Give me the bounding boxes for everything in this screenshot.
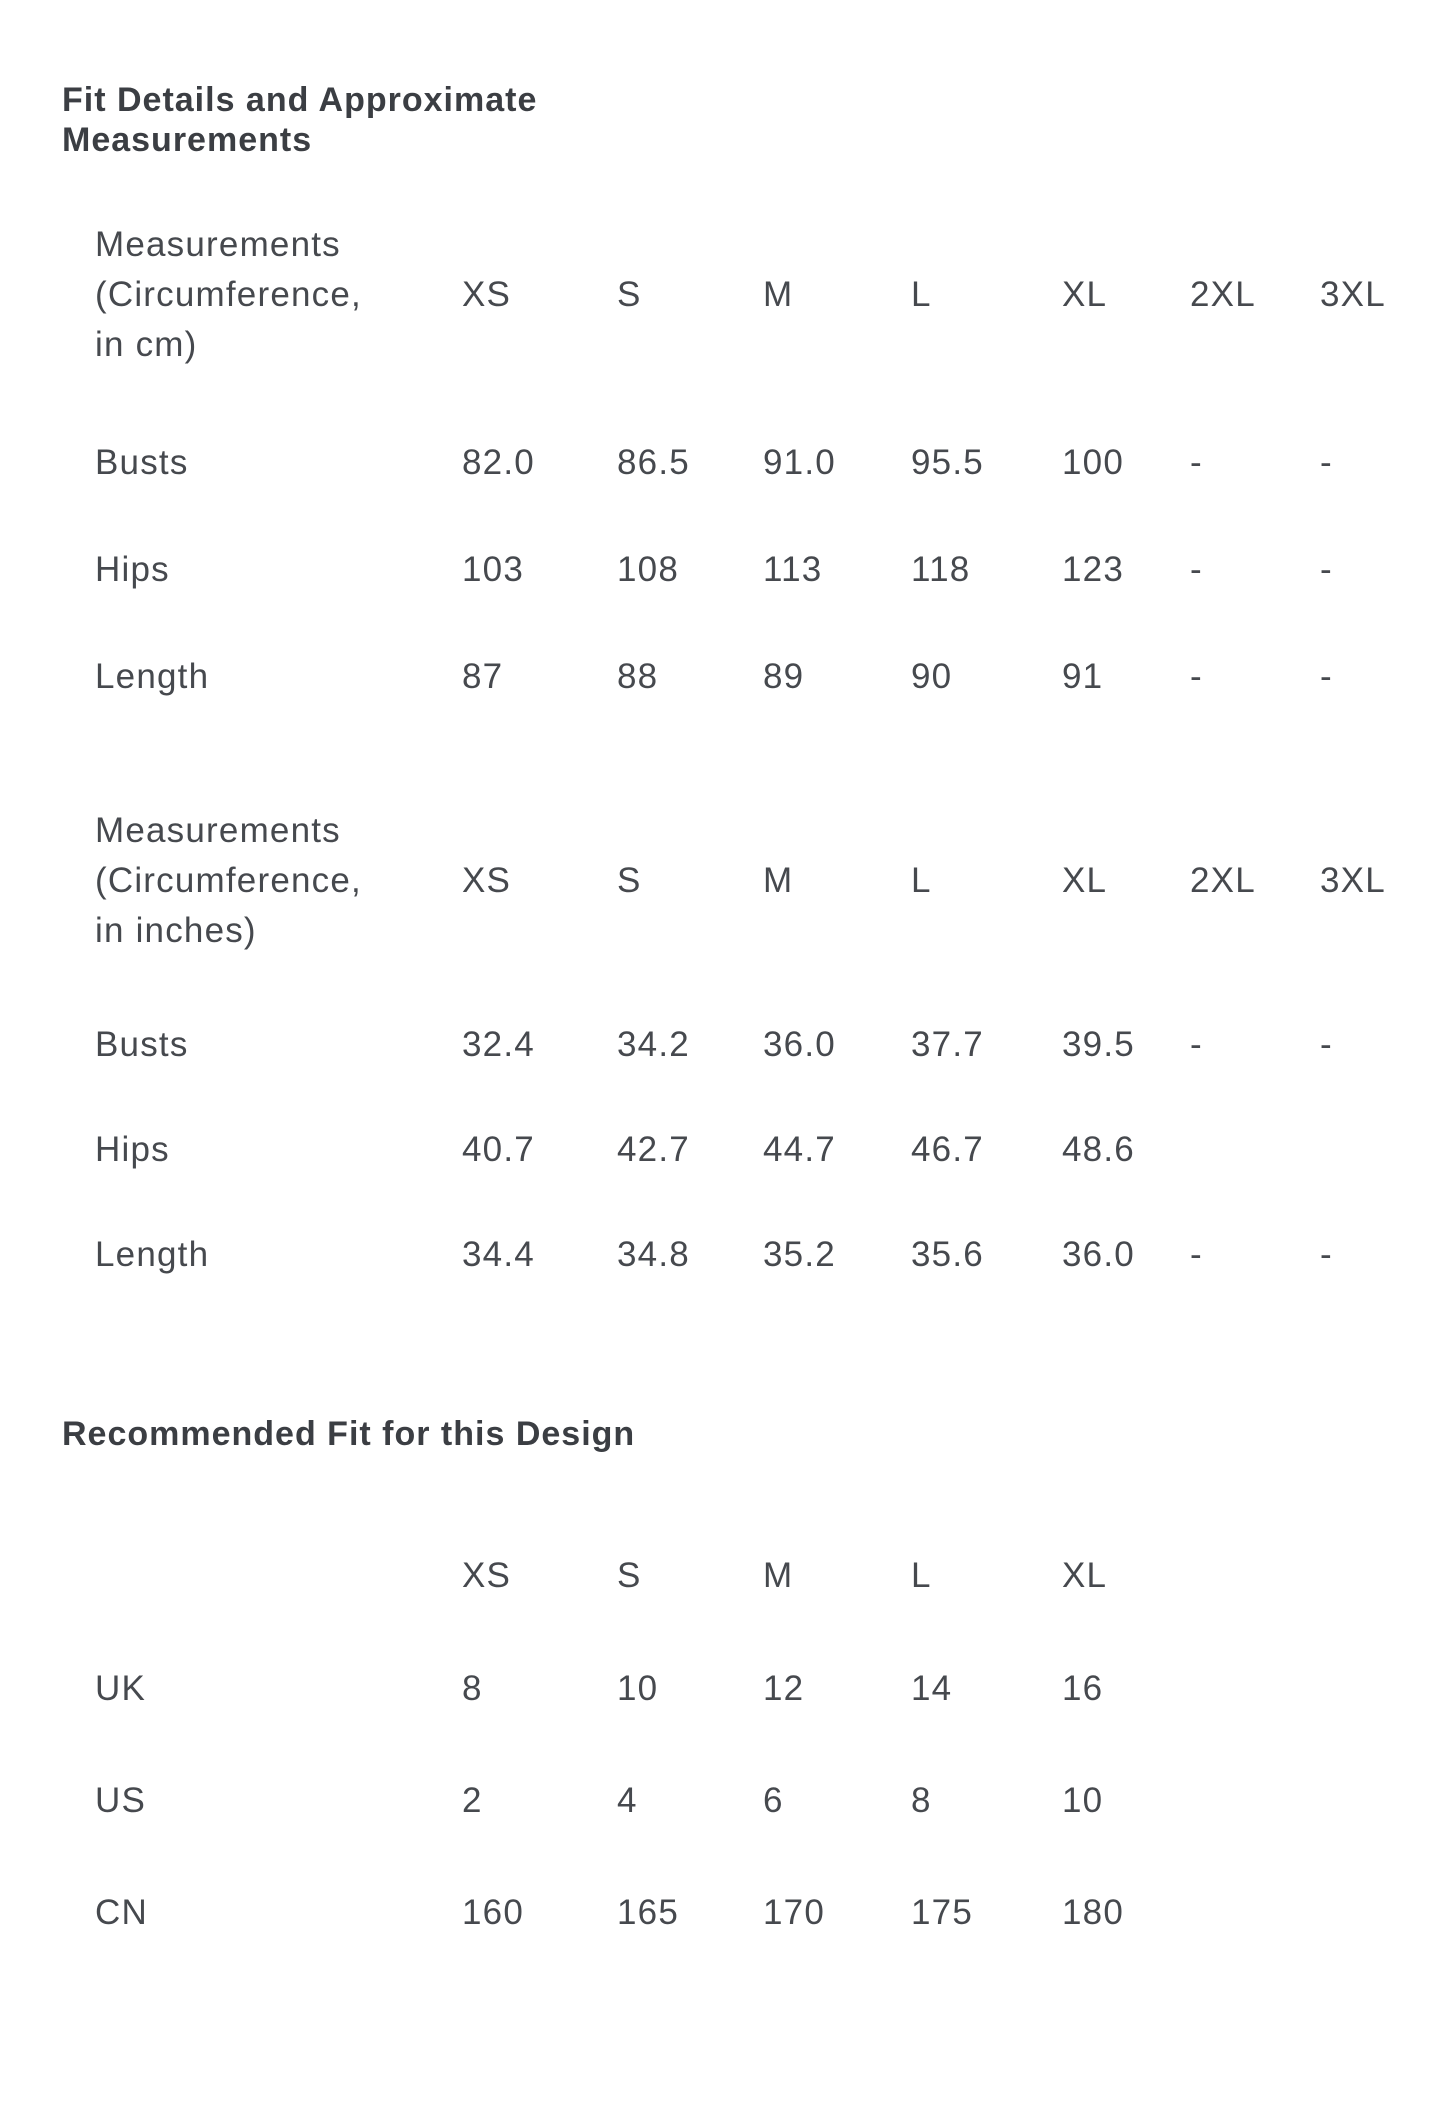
size-column-header-m: M <box>763 275 794 314</box>
table-cell: 90 <box>911 657 953 696</box>
table-cell: - <box>1320 550 1333 589</box>
row-label: Length <box>95 657 210 696</box>
size-column-header-s: S <box>617 861 642 900</box>
table-row-uk <box>95 1669 1440 1709</box>
size-column-header-l: L <box>911 861 932 900</box>
table-cell: 12 <box>763 1669 805 1708</box>
table-cell: 35.6 <box>911 1235 984 1274</box>
size-column-header-xs: XS <box>462 1556 512 1595</box>
table-cell: 180 <box>1062 1893 1124 1932</box>
row-label: Length <box>95 1235 210 1274</box>
row-label: UK <box>95 1669 147 1708</box>
size-guide-page <box>0 80 1440 2128</box>
table-cell: 16 <box>1062 1669 1104 1708</box>
table-cell: 14 <box>911 1669 953 1708</box>
table-cell: 10 <box>617 1669 659 1708</box>
table-cell: 160 <box>462 1893 524 1932</box>
table-cell: - <box>1190 657 1203 696</box>
table-cell: 34.8 <box>617 1235 690 1274</box>
size-column-header-l: L <box>911 275 932 314</box>
table-row-hips-inches <box>95 1130 1440 1170</box>
table-cell: - <box>1320 1235 1333 1274</box>
row-label: US <box>95 1781 147 1820</box>
table-cell: - <box>1190 1235 1203 1274</box>
table-cell: 86.5 <box>617 443 690 482</box>
table-cell: - <box>1320 1025 1333 1064</box>
measurements-inches-table <box>0 806 1440 1275</box>
table-cell: 48.6 <box>1062 1130 1135 1169</box>
table-cell: 10 <box>1062 1781 1104 1820</box>
row-label: Busts <box>95 1025 189 1064</box>
table-cell: 2 <box>462 1781 483 1820</box>
table-cell: - <box>1320 443 1333 482</box>
table-cell: 34.2 <box>617 1025 690 1064</box>
row-label: Hips <box>95 550 170 589</box>
table-cell: 36.0 <box>763 1025 836 1064</box>
table-cell: - <box>1190 550 1203 589</box>
size-column-header-s: S <box>617 1556 642 1595</box>
size-column-header-l: L <box>911 1556 932 1595</box>
table-cell: 8 <box>462 1669 483 1708</box>
table-cell: 170 <box>763 1893 825 1932</box>
table-row-cn <box>95 1893 1440 1933</box>
size-column-header-2xl: 2XL <box>1190 861 1256 900</box>
table-cell: 82.0 <box>462 443 535 482</box>
size-column-header-xs: XS <box>462 275 512 314</box>
recommended-fit-table <box>0 1556 1440 1933</box>
table-cell: 6 <box>763 1781 784 1820</box>
table-cell: 46.7 <box>911 1130 984 1169</box>
table-cell: 35.2 <box>763 1235 836 1274</box>
table-cell: 34.4 <box>462 1235 535 1274</box>
table-row-busts-inches <box>95 1025 1440 1065</box>
table-row-us <box>95 1781 1440 1821</box>
table-cell: 100 <box>1062 443 1124 482</box>
table-cell: 37.7 <box>911 1025 984 1064</box>
cm-table-header-row <box>95 220 1440 370</box>
size-column-header-s: S <box>617 275 642 314</box>
size-column-header-3xl: 3XL <box>1320 861 1386 900</box>
recommended-fit-heading: Recommended Fit for this Design <box>62 1415 636 1453</box>
table-cell: 91.0 <box>763 443 836 482</box>
table-cell: 118 <box>911 550 971 589</box>
size-column-header-xl: XL <box>1062 275 1108 314</box>
inches-table-header-row <box>95 806 1440 956</box>
size-column-header-xl: XL <box>1062 1556 1108 1595</box>
page-title: Fit Details and Approximate Measurements <box>62 81 538 159</box>
table-cell: 87 <box>462 657 504 696</box>
size-column-header-xs: XS <box>462 861 512 900</box>
table-row-busts-cm <box>95 443 1440 483</box>
table-cell: 175 <box>911 1893 973 1932</box>
table-cell: 39.5 <box>1062 1025 1135 1064</box>
size-column-header-m: M <box>763 1556 794 1595</box>
size-column-header-xl: XL <box>1062 861 1108 900</box>
recommended-fit-header-row <box>95 1556 1440 1596</box>
table-cell: 32.4 <box>462 1025 535 1064</box>
table-cell: - <box>1190 443 1203 482</box>
table-cell: 113 <box>763 550 823 589</box>
table-cell: 88 <box>617 657 659 696</box>
table-cell: 91 <box>1062 657 1104 696</box>
table-cell: 42.7 <box>617 1130 690 1169</box>
row-label: CN <box>95 1893 148 1932</box>
size-column-header-3xl: 3XL <box>1320 275 1386 314</box>
measurements-cm-table <box>0 220 1440 697</box>
table-cell: 95.5 <box>911 443 984 482</box>
table-cell: - <box>1190 1025 1203 1064</box>
table-cell: 108 <box>617 550 679 589</box>
row-label: Hips <box>95 1130 170 1169</box>
cm-table-corner-label: Measurements (Circumference, in cm) <box>95 225 362 364</box>
table-cell: 123 <box>1062 550 1124 589</box>
size-column-header-2xl: 2XL <box>1190 275 1256 314</box>
table-cell: 36.0 <box>1062 1235 1135 1274</box>
table-cell: 165 <box>617 1893 679 1932</box>
table-row-length-cm <box>95 657 1440 697</box>
table-cell: 89 <box>763 657 805 696</box>
row-label: Busts <box>95 443 189 482</box>
table-cell: 103 <box>462 550 524 589</box>
table-cell: - <box>1320 657 1333 696</box>
table-cell: 44.7 <box>763 1130 836 1169</box>
table-row-length-inches <box>95 1235 1440 1275</box>
table-cell: 4 <box>617 1781 638 1820</box>
inches-table-corner-label: Measurements (Circumference, in inches) <box>95 811 362 950</box>
table-cell: 8 <box>911 1781 932 1820</box>
table-cell: 40.7 <box>462 1130 535 1169</box>
size-column-header-m: M <box>763 861 794 900</box>
table-row-hips-cm <box>95 550 1440 590</box>
